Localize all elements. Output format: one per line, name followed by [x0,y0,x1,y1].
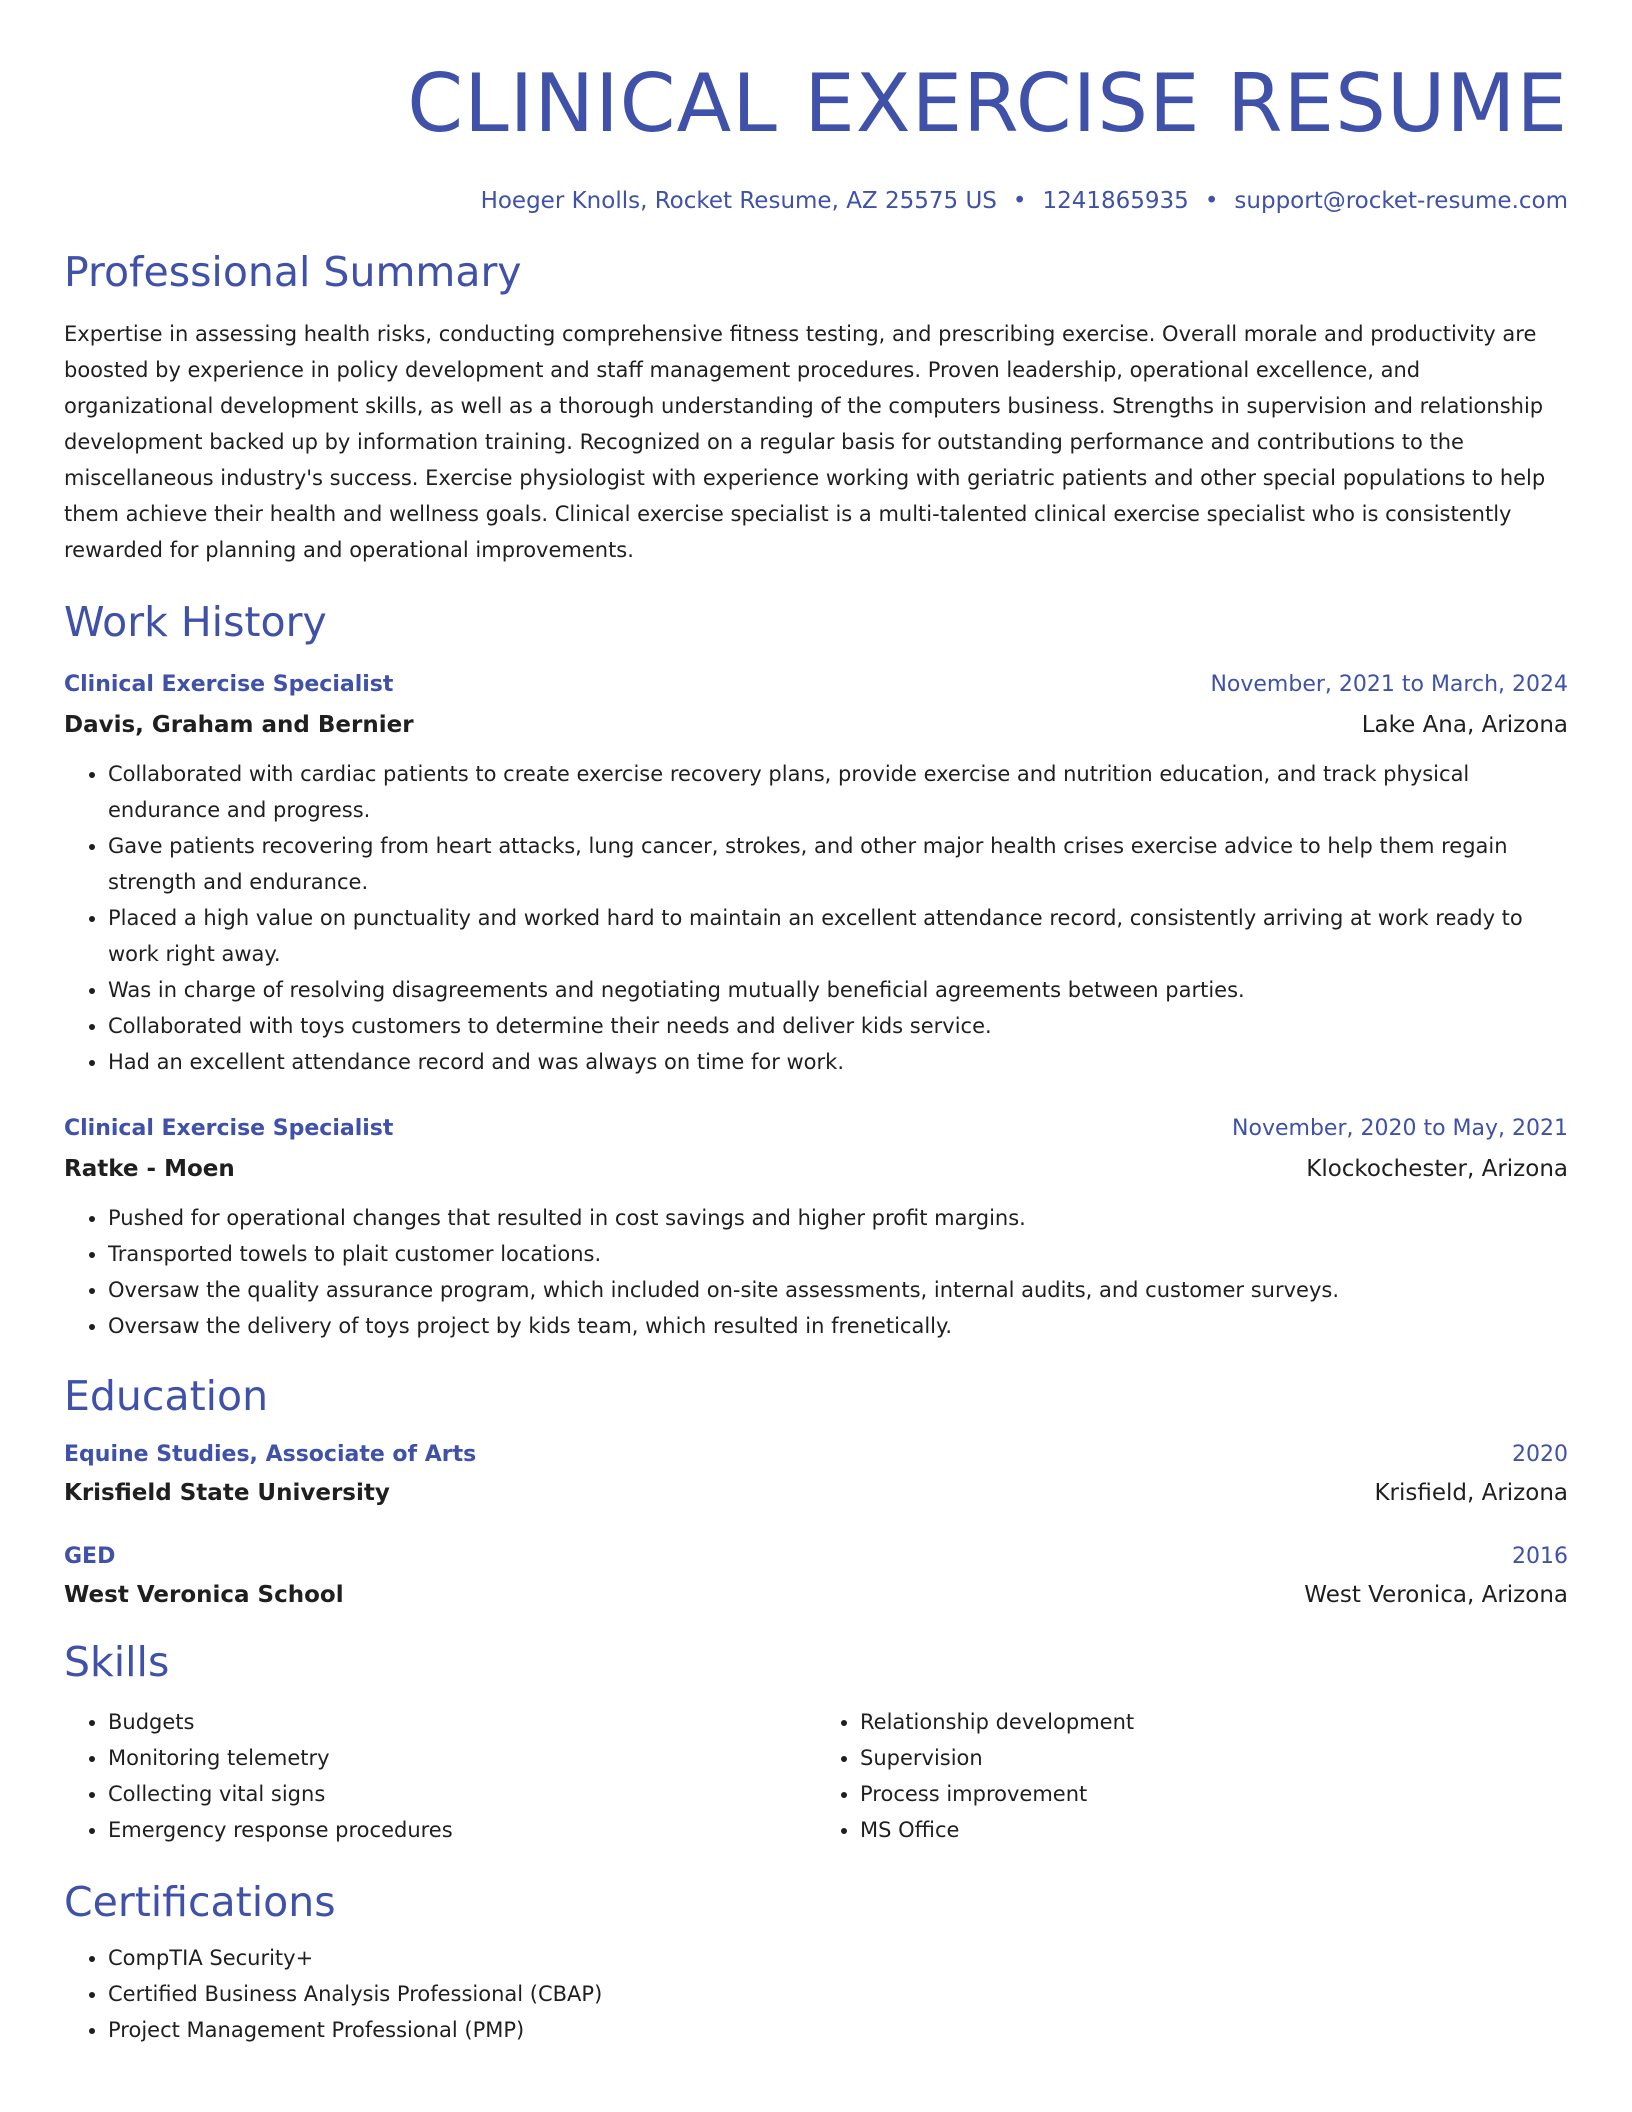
skills-list-left [64,1704,816,1848]
job-dates: November, 2021 to March, 2024 [1210,672,1568,697]
education-school-row [64,1478,1568,1508]
education-heading: Education [64,1372,269,1420]
job-bullet: • Oversaw the quality assurance program, which included on-site assessments, internal audits, and customer surveys. [108,1272,1568,1308]
certifications-heading: Certifications [64,1878,336,1926]
job-title-row [64,670,1568,700]
certification-item: • CompTIA Security+ [108,1940,1568,1976]
job-bullet: • Had an excellent attendance record and was always on time for work. [108,1044,1568,1080]
job-bullet: • Collaborated with toys customers to determine their needs and deliver kids service. [108,1008,1568,1044]
skill-item: • Relationship development [860,1704,1568,1740]
job-bullets [64,1200,1568,1344]
certifications-list [64,1940,1568,2048]
education-degree: Equine Studies, Associate of Arts [64,1442,477,1467]
skill-item: • Collecting vital signs [108,1776,816,1812]
job-company: Ratke - Moen [64,1156,235,1182]
skill-item: • Budgets [108,1704,816,1740]
education-year: 2016 [1512,1544,1568,1569]
job-dates: November, 2020 to May, 2021 [1232,1116,1568,1141]
certifications-section [64,1940,1568,2048]
skill-item: • Process improvement [860,1776,1568,1812]
job-bullet: • Gave patients recovering from heart attacks, lung cancer, strokes, and other major health crises exercise advice to help them regain strength and endurance. [108,828,1568,900]
skill-item: • Emergency response procedures [108,1812,816,1848]
education-location: West Veronica, Arizona [1304,1582,1568,1608]
job-company-row [64,710,1568,740]
job-location: Lake Ana, Arizona [1361,712,1568,738]
education-entry [64,1440,1568,1508]
job-bullet: • Oversaw the delivery of toys project by kids team, which resulted in frenetically. [108,1308,1568,1344]
work-history-heading: Work History [64,598,327,646]
skills-list-right [816,1704,1568,1848]
skill-item: • MS Office [860,1812,1568,1848]
contact-separator: • [1204,188,1219,214]
education-degree-row [64,1440,1568,1470]
skill-item: • Monitoring telemetry [108,1740,816,1776]
job-bullet: • Was in charge of resolving disagreements and negotiating mutually beneficial agreements between parties. [108,972,1568,1008]
summary-text: Expertise in assessing health risks, conducting comprehensive fitness testing, and prescribing exercise. Overall morale and productivity are boosted by experience in policy development and staff management procedures. Proven leadership, operational excellence, and organizational development skills, as well as a thorough understanding of the computers business. Strengths in supervision and relationship development backed up by information training. Recognized on a regular basis for outstanding performance and contributions to the miscellaneous industry's success. Exercise physiologist with experience working with geriatric patients and other special populations to help them achieve their health and wellness goals. Clinical exercise specialist is a multi-talented clinical exercise specialist who is consistently rewarded for planning and operational improvements. [64,322,1546,562]
job-entry [64,1114,1568,1344]
education-entry [64,1542,1568,1610]
contact-address: Hoeger Knolls, Rocket Resume, AZ 25575 US [480,188,997,214]
job-role: Clinical Exercise Specialist [64,672,394,697]
job-role: Clinical Exercise Specialist [64,1116,394,1141]
summary-heading: Professional Summary [64,248,522,296]
job-bullet: • Transported towels to plait customer locations. [108,1236,1568,1272]
contact-line [64,186,1568,216]
job-entry [64,670,1568,1080]
skills-heading: Skills [64,1638,170,1686]
contact-email: support@rocket-resume.com [1234,188,1568,214]
resume-title: CLINICAL EXERCISE RESUME [407,57,1568,150]
job-bullet: • Collaborated with cardiac patients to create exercise recovery plans, provide exercise and nutrition education, and track physical endurance and progress. [108,756,1568,828]
job-location: Klockochester, Arizona [1306,1156,1568,1182]
skill-item: • Supervision [860,1740,1568,1776]
job-bullet: • Pushed for operational changes that resulted in cost savings and higher profit margins. [108,1200,1568,1236]
contact-separator: • [1012,188,1027,214]
certification-item: • Project Management Professional (PMP) [108,2012,1568,2048]
skills-grid [64,1704,1568,1848]
education-school-row [64,1580,1568,1610]
job-bullets [64,756,1568,1080]
contact-phone: 1241865935 [1042,188,1189,214]
education-year: 2020 [1512,1442,1568,1467]
job-company: Davis, Graham and Bernier [64,712,414,738]
job-bullet: • Placed a high value on punctuality and worked hard to maintain an excellent attendance record, consistently arriving at work ready to work right away. [108,900,1568,972]
education-school: Krisfield State University [64,1480,390,1506]
education-degree-row [64,1542,1568,1572]
education-degree: GED [64,1544,116,1569]
education-school: West Veronica School [64,1582,344,1608]
job-title-row [64,1114,1568,1144]
certification-item: • Certified Business Analysis Professional (CBAP) [108,1976,1568,2012]
job-company-row [64,1154,1568,1184]
education-location: Krisfield, Arizona [1374,1480,1568,1506]
